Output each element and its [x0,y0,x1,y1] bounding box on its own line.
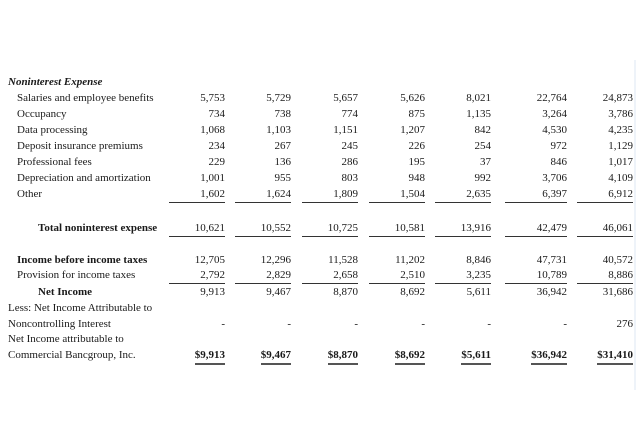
value-cell: 8,692 [400,286,425,298]
row-label: Commercial Bancgroup, Inc. [8,349,136,361]
attributable-label-row [0,332,640,347]
value-cell: 875 [408,108,425,120]
value-cell: 276 [616,318,633,330]
value-cell: 8,886 [577,268,633,284]
value-cell: 1,151 [333,124,358,136]
value-cell: - [354,318,358,330]
less-nci-row [0,317,640,332]
expense-row [0,139,640,154]
net-income-row [0,285,640,300]
value-cell: 5,753 [200,92,225,104]
value-cell: 948 [408,172,425,184]
value-cell: 195 [408,156,425,168]
expense-row [0,171,640,186]
value-cell: - [421,318,425,330]
section-header-row [0,75,640,90]
value-cell: 267 [274,140,291,152]
value-cell: 42,479 [505,221,567,237]
value-cell: 5,657 [333,92,358,104]
value-cell: 24,873 [602,92,633,104]
provision-row [0,268,640,283]
attributable-row [0,348,640,363]
value-cell: 1,602 [169,187,225,203]
row-label: Occupancy [17,108,67,120]
value-cell: $8,692 [395,348,425,365]
value-cell: 8,870 [333,286,358,298]
value-cell: - [221,318,225,330]
value-cell: 40,572 [602,254,633,266]
value-cell: 846 [550,156,567,168]
value-cell: 3,706 [542,172,567,184]
value-cell: 12,296 [260,254,291,266]
value-cell: 9,467 [266,286,291,298]
row-label: Noncontrolling Interest [8,318,111,330]
value-cell: $36,942 [531,348,567,365]
value-cell: 803 [341,172,358,184]
value-cell: 1,017 [608,156,633,168]
value-cell: $9,467 [261,348,291,365]
expense-row [0,91,640,106]
value-cell: 9,913 [200,286,225,298]
value-cell: 11,528 [328,254,358,266]
value-cell: 6,912 [577,187,633,203]
expense-row [0,123,640,138]
value-cell: 37 [480,156,491,168]
row-label: Other [17,188,43,200]
value-cell: 4,235 [608,124,633,136]
value-cell: 286 [341,156,358,168]
value-cell: 234 [208,140,225,152]
value-cell: 738 [274,108,291,120]
value-cell: 22,764 [536,92,567,104]
value-cell: 1,504 [369,187,425,203]
value-cell: 1,129 [608,140,633,152]
income-before-taxes-row [0,253,640,268]
value-cell: $9,913 [195,348,225,365]
value-cell: 8,021 [466,92,491,104]
value-cell: 229 [208,156,225,168]
value-cell: 10,789 [505,268,567,284]
value-cell: 136 [274,156,291,168]
value-cell: 3,235 [435,268,491,284]
value-cell: $8,870 [328,348,358,365]
value-cell: 5,626 [400,92,425,104]
row-label: Net Income attributable to [8,333,124,345]
section-title: Noninterest Expense [8,76,103,88]
value-cell: 972 [550,140,567,152]
value-cell: $31,410 [597,348,633,365]
value-cell: 734 [208,108,225,120]
value-cell: 31,686 [602,286,633,298]
value-cell: 1,809 [302,187,358,203]
value-cell: 245 [341,140,358,152]
value-cell: 8,846 [466,254,491,266]
value-cell: 254 [474,140,491,152]
value-cell: 1,001 [200,172,225,184]
value-cell: 10,581 [369,221,425,237]
value-cell: 13,916 [435,221,491,237]
value-cell: 774 [341,108,358,120]
row-label: Data processing [17,124,88,136]
value-cell: 5,729 [266,92,291,104]
value-cell: 992 [474,172,491,184]
value-cell: 2,829 [235,268,291,284]
row-label: Net Income [38,286,93,298]
row-label: Depreciation and amortization [17,172,151,184]
row-label: Provision for income taxes [17,269,136,281]
value-cell: 12,705 [194,254,225,266]
value-cell: 6,397 [505,187,567,203]
row-label: Income before income taxes [17,254,148,266]
row-label: Salaries and employee benefits [17,92,154,104]
value-cell: 3,264 [542,108,567,120]
expense-row [0,155,640,170]
value-cell: - [487,318,491,330]
value-cell: 4,530 [542,124,567,136]
value-cell: 10,621 [169,221,225,237]
value-cell: 47,731 [536,254,567,266]
value-cell: 955 [274,172,291,184]
value-cell: 5,611 [466,286,491,298]
expense-row [0,107,640,122]
value-cell: 3,786 [608,108,633,120]
value-cell: 4,109 [608,172,633,184]
value-cell: 842 [474,124,491,136]
value-cell: 1,103 [266,124,291,136]
row-label: Deposit insurance premiums [17,140,143,152]
row-label: Less: Net Income Attributable to [8,302,153,314]
value-cell: 46,061 [577,221,633,237]
value-cell: 2,792 [169,268,225,284]
row-label: Total noninterest expense [38,222,158,234]
less-nci-label-row [0,301,640,316]
value-cell: 1,207 [400,124,425,136]
value-cell: $5,611 [461,348,491,365]
value-cell: 1,135 [466,108,491,120]
value-cell: - [563,318,567,330]
value-cell: 10,552 [235,221,291,237]
value-cell: 36,942 [536,286,567,298]
row-label: Professional fees [17,156,92,168]
value-cell: 11,202 [395,254,425,266]
value-cell: 10,725 [302,221,358,237]
value-cell: 226 [408,140,425,152]
value-cell: 2,658 [302,268,358,284]
value-cell: 2,635 [435,187,491,203]
value-cell: 1,624 [235,187,291,203]
value-cell: - [287,318,291,330]
value-cell: 2,510 [369,268,425,284]
value-cell: 1,068 [200,124,225,136]
total-noninterest-expense-row [0,221,640,236]
expense-row [0,187,640,202]
